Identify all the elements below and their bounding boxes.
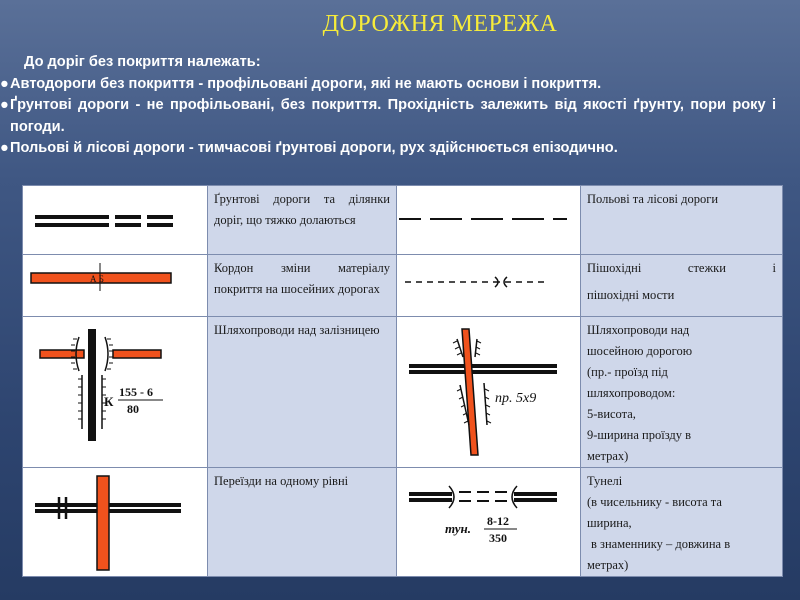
- bullet-dot: ●: [0, 97, 9, 113]
- bullet-text: Польові й лісові дороги - тимчасові ґрунтові дороги, рух здійснюється епізодично.: [10, 140, 618, 156]
- level-crossing-symbol: [23, 468, 207, 575]
- overpass-road-line: 5-висота,: [587, 407, 636, 421]
- symbol-border-cell: [23, 255, 208, 317]
- overpass-road-line: 9-ширина проїзду в: [587, 428, 692, 442]
- overpass-road-line: (пр.- проїзд під: [587, 365, 668, 379]
- overpass-road-line: Шляхопроводи над: [587, 323, 690, 337]
- tunnel-symbol: [397, 468, 580, 575]
- bullet-dot: ●: [0, 140, 9, 156]
- symbol-tunnel-cell: [397, 468, 581, 577]
- tunnel-line: метрах): [587, 558, 629, 572]
- footpath-word: і: [772, 261, 776, 275]
- overpass-road-label: пр. 5х9: [495, 391, 537, 406]
- symbol-footpath-cell: [397, 255, 581, 317]
- overpass-road-description: [581, 317, 783, 468]
- overpass-over-railway-symbol: [23, 317, 207, 464]
- symbol-overpass-road-cell: [397, 317, 581, 468]
- overpass-rail-k: К: [104, 394, 114, 409]
- dirt-road-description: Ґрунтові дороги та ділянки доріг, що тяжко долаються: [208, 186, 397, 255]
- bullet-unpaved-roads: [0, 74, 800, 96]
- bullet-text: Автодороги без покриття - профільовані дороги, які не мають основи і покриття.: [10, 75, 602, 92]
- overpass-road-line: шляхопроводом:: [587, 386, 676, 400]
- legend-row: [23, 468, 783, 577]
- surface-border-symbol: [23, 255, 207, 316]
- tunnel-den: 350: [489, 531, 507, 545]
- footpath-word: стежки: [687, 261, 726, 275]
- symbol-dirt-road-cell: [23, 186, 208, 255]
- tunnel-line: в знаменнику – довжина в: [591, 537, 731, 551]
- overpass-rail-den: 80: [127, 402, 139, 416]
- tunnel-line: ширина,: [587, 516, 632, 530]
- tunnel-line: Тунелі: [587, 474, 623, 488]
- slide-title: ДОРОЖНЯ МЕРЕЖА: [322, 11, 558, 37]
- bullet-text: Ґрунтові дороги - не профільовані, без покриття. Прохідність залежить від якості ґрунту, пори року і погоди.: [10, 97, 776, 135]
- bullet-field-roads: [0, 138, 800, 160]
- tunnel-line: (в чисельнику - висота та: [587, 495, 722, 509]
- footpath-description: [581, 255, 783, 317]
- symbol-field-road-cell: [397, 186, 581, 255]
- symbol-level-crossing-cell: [23, 468, 208, 577]
- overpass-road-line: шосейною дорогою: [587, 344, 693, 358]
- level-crossing-description: Переїзди на одному рівні: [208, 468, 397, 577]
- legend-row: [23, 317, 783, 468]
- symbol-overpass-rail-cell: [23, 317, 208, 468]
- dirt-road-symbol: [23, 186, 207, 254]
- tunnel-prefix: тун.: [445, 521, 472, 536]
- overpass-rail-num: 155 - 6: [119, 385, 153, 399]
- tunnel-num: 8-12: [487, 514, 509, 528]
- bullet-dirt-roads: [0, 95, 800, 138]
- footpath-word: Пішохідні: [587, 261, 642, 275]
- legend-row: [23, 186, 783, 255]
- footpath-line-2: пішохідні мости: [587, 288, 675, 302]
- field-road-description: Польові та лісові дороги: [581, 186, 783, 255]
- text-block: [0, 52, 800, 160]
- overpass-over-road-symbol: [397, 317, 580, 464]
- field-road-symbol: [397, 186, 580, 254]
- tunnel-description: [581, 468, 783, 577]
- bullet-dot: ●: [0, 75, 9, 92]
- legend-table: [22, 185, 783, 577]
- border-letters: А Б: [90, 274, 104, 284]
- intro-text: До доріг без покриття належать:: [24, 54, 261, 70]
- overpass-rail-description: Шляхопроводи над залізницею: [208, 317, 397, 468]
- surface-border-description: Кордон зміни матеріалу покриття на шосейних дорогах: [208, 255, 397, 317]
- overpass-road-line: метрах): [587, 449, 629, 463]
- legend-row: [23, 255, 783, 317]
- footpath-symbol: [397, 255, 580, 316]
